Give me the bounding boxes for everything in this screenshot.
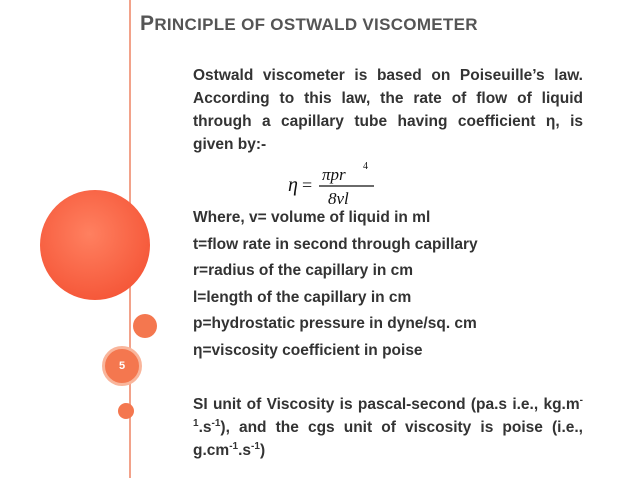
si-sup-2: -1: [211, 418, 221, 429]
decorative-circle-small: [118, 403, 134, 419]
decorative-circle-medium: [133, 314, 157, 338]
formula-equals: =: [302, 175, 313, 195]
si-sup-4: -1: [251, 441, 260, 452]
decorative-circle-large: [40, 190, 150, 300]
definition-eta: η=viscosity coefficient in poise: [193, 341, 423, 359]
formula-denominator: 8vl: [328, 189, 349, 208]
intro-paragraph: Ostwald viscometer is based on Poiseuille’s law. According to this law, the rate of flow of liquid through a capillary tube having coefficient η, is given by:-: [193, 67, 583, 153]
title-rest: RINCIPLE OF OSTWALD VISCOMETER: [154, 15, 478, 34]
definition-v: Where, v= volume of liquid in ml: [193, 209, 431, 226]
definition-t: t=flow rate in second through capillary: [193, 235, 478, 253]
si-text-4: .s: [238, 442, 252, 459]
si-sup-1: -1: [193, 395, 583, 429]
formula-lhs: η: [288, 174, 298, 196]
slide-title: [140, 12, 478, 36]
si-sup-3: -1: [229, 441, 239, 452]
formula-exponent: 4: [363, 161, 368, 172]
title-first-letter: P: [140, 12, 155, 35]
formula-numerator: πpr: [322, 165, 346, 184]
viscosity-formula: [282, 160, 382, 210]
si-text-3: ), and the cgs unit of viscosity is poise (i.e., g.cm: [193, 419, 583, 459]
definition-r: r=radius of the capillary in cm: [193, 262, 414, 279]
si-text-1: SI unit of Viscosity is pascal-second (pa.s i.e., kg.m: [193, 396, 580, 413]
si-text-2: .s: [198, 419, 212, 436]
definition-p: p=hydrostatic pressure in dyne/sq. cm: [193, 315, 477, 332]
si-unit-paragraph: [193, 393, 583, 462]
definition-l: l=length of the capillary in cm: [193, 288, 412, 306]
slide-number: 5: [118, 360, 126, 372]
si-text-5: ): [259, 442, 266, 459]
definition-list: [193, 205, 583, 364]
